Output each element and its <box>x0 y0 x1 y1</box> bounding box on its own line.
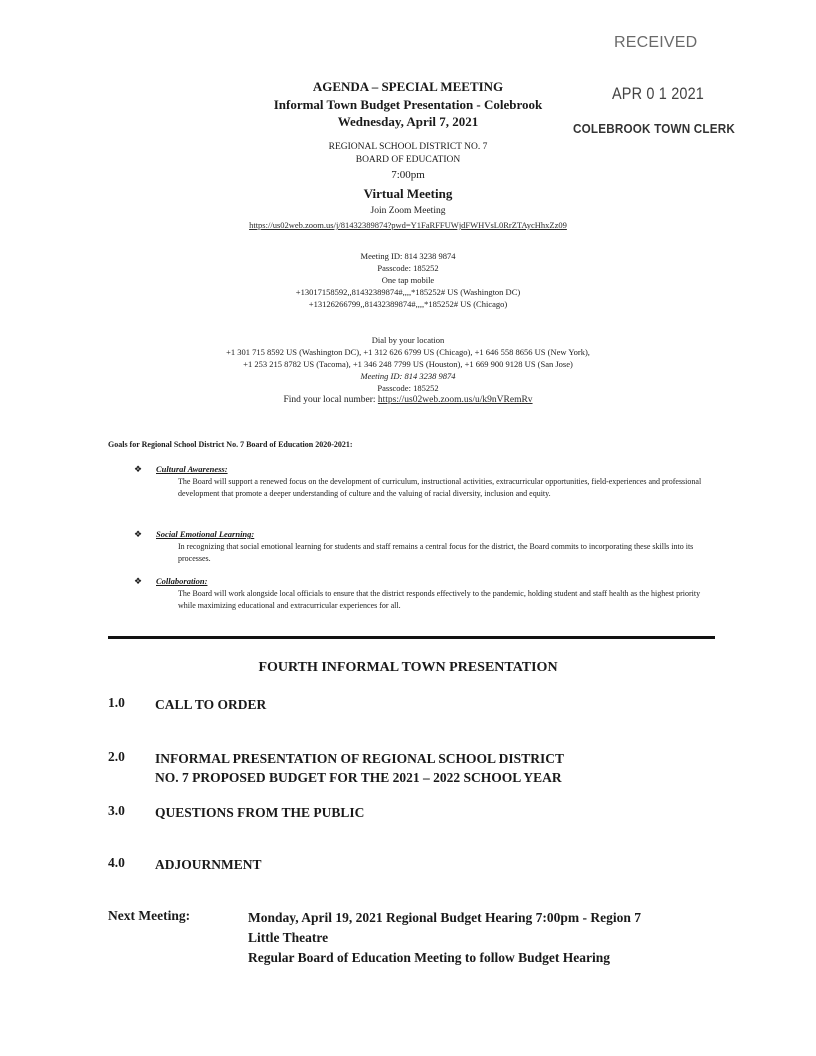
next-meeting-line: Monday, April 19, 2021 Regional Budget Hearing 7:00pm - Region 7 <box>248 910 642 925</box>
horizontal-divider <box>108 636 715 639</box>
agenda-item-adjournment: ADJOURNMENT <box>155 857 262 872</box>
board-name: BOARD OF EDUCATION <box>355 155 461 165</box>
agenda-item-call-to-order: CALL TO ORDER <box>155 697 267 712</box>
diamond-bullet-icon: ❖ <box>134 576 143 586</box>
join-zoom-label: Join Zoom Meeting <box>370 206 446 216</box>
dial-numbers-2: +1 253 215 8782 US (Tacoma), +1 346 248 7799 US (Houston), +1 669 900 9128 US (San Jose) <box>243 359 573 369</box>
meeting-id: Meeting ID: 814 3238 9874 <box>360 251 456 261</box>
goals-heading: Goals for Regional School District No. 7 Board of Education 2020-2021: <box>108 440 353 449</box>
goal-title: Cultural Awareness: <box>156 464 228 474</box>
goal-body: In recognizing that social emotional learning for students and staff remains a central focus for the district, the Board commits to incorporating these skills into its processes. <box>178 542 694 563</box>
dial-numbers-1: +1 301 715 8592 US (Washington DC), +1 312 626 6799 US (Chicago), +1 646 558 8656 US (New York), <box>226 347 590 357</box>
goal-body: The Board will support a renewed focus on the development of curriculum, instructional activities, extracurricular opportunities, field-experiences and professional development that promote a deeper understanding of culture and the valuing of racial diversity, inclusion and equity. <box>178 477 702 498</box>
agenda-item-budget-presentation <box>155 749 564 787</box>
diamond-bullet-icon: ❖ <box>134 529 143 539</box>
agenda-item-number: 1.0 <box>108 695 125 710</box>
dial-label: Dial by your location <box>371 335 445 345</box>
one-tap-label: One tap mobile <box>381 275 435 285</box>
agenda-item-questions: QUESTIONS FROM THE PUBLIC <box>155 805 365 820</box>
one-tap-chicago: +13126266799,,81432389874#,,,,*185252# US (Chicago) <box>308 299 508 309</box>
agenda-item-line: INFORMAL PRESENTATION OF REGIONAL SCHOOL DISTRICT <box>155 751 564 766</box>
local-number-label: Find your local number: <box>283 395 378 405</box>
virtual-meeting-heading: Virtual Meeting <box>363 186 453 201</box>
agenda-item-number: 4.0 <box>108 855 125 870</box>
goal-title: Collaboration: <box>156 576 208 586</box>
next-meeting-line: Little Theatre <box>248 930 329 945</box>
agenda-item-number: 2.0 <box>108 749 125 764</box>
goal-body: The Board will work alongside local officials to ensure that the district responds effectively to the pandemic, holding student and staff health as the highest priority while maximizing educational and extracurricular experiences for all. <box>178 589 701 610</box>
passcode: Passcode: 185252 <box>377 263 439 273</box>
received-stamp-date: APR 0 1 2021 <box>612 84 705 103</box>
received-stamp-label: RECEIVED <box>614 34 698 51</box>
meeting-time: 7:00pm <box>391 169 425 181</box>
next-meeting-line: Regular Board of Education Meeting to follow Budget Hearing <box>248 950 610 965</box>
next-meeting-details <box>248 908 718 968</box>
passcode-repeat: Passcode: 185252 <box>377 383 439 393</box>
agenda-item-number: 3.0 <box>108 803 125 818</box>
local-number-line <box>0 394 816 406</box>
zoom-meeting-link[interactable]: https://us02web.zoom.us/j/81432389874?pwd=Y1FaRFFUWjdFWHVsL0RrZTAycHhxZz09 <box>249 220 567 230</box>
meeting-date: Wednesday, April 7, 2021 <box>337 114 479 129</box>
goal-title: Social Emotional Learning: <box>156 529 255 539</box>
agenda-subtitle: Informal Town Budget Presentation - Colebrook <box>273 97 543 112</box>
next-meeting-label: Next Meeting: <box>108 908 191 923</box>
meeting-id-repeat: Meeting ID: 814 3238 9874 <box>360 371 456 381</box>
agenda-item-line: NO. 7 PROPOSED BUDGET FOR THE 2021 – 2022 SCHOOL YEAR <box>155 770 562 785</box>
local-number-link[interactable]: https://us02web.zoom.us/u/k9nVRemRv <box>377 395 533 405</box>
district-name: REGIONAL SCHOOL DISTRICT NO. 7 <box>328 142 488 152</box>
presentation-title: FOURTH INFORMAL TOWN PRESENTATION <box>258 660 558 675</box>
agenda-title: AGENDA – SPECIAL MEETING <box>312 79 504 94</box>
one-tap-dc: +13017158592,,81432389874#,,,,*185252# US (Washington DC) <box>295 287 521 297</box>
received-stamp-clerk: COLEBROOK TOWN CLERK <box>573 121 735 136</box>
diamond-bullet-icon: ❖ <box>134 464 143 474</box>
